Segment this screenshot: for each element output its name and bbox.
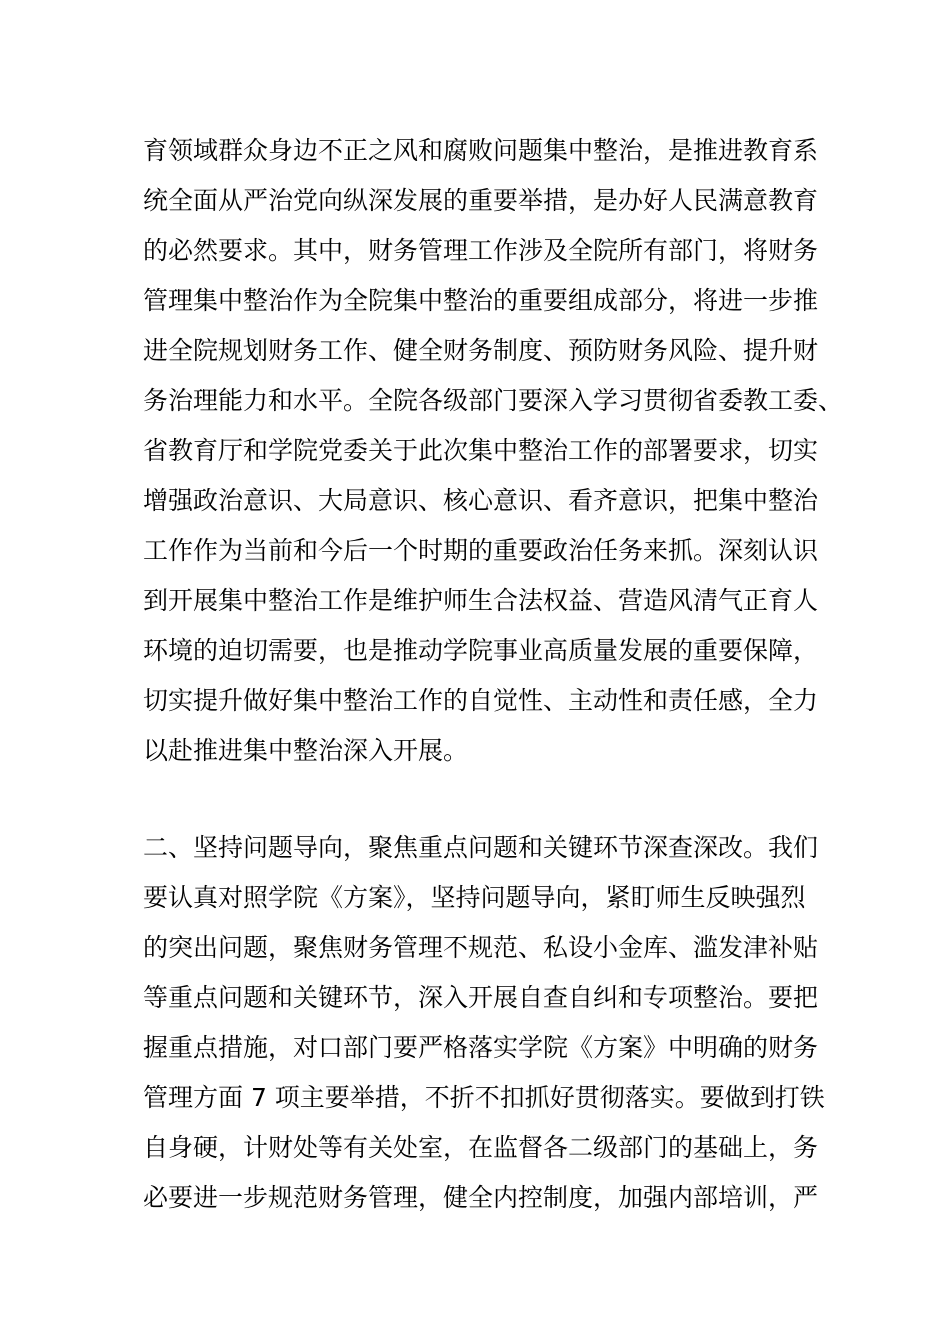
paragraph-line: 工作作为当前和今后一个时期的重要政治任务来抓。深刻认识 (143, 536, 819, 565)
paragraph-line: 等重点问题和关键环节，深入开展自查自纠和专项整治。要把 (143, 983, 819, 1012)
paragraph-line: 的必然要求。其中，财务管理工作涉及全院所有部门，将财务 (143, 236, 819, 265)
paragraph-line: 管理方面 7 项主要举措，不折不扣抓好贯彻落实。要做到打铁 (143, 1083, 825, 1112)
paragraph-line: 务治理能力和水平。全院各级部门要深入学习贯彻省委教工委、 (143, 386, 844, 415)
paragraph-line: 环境的迫切需要，也是推动学院事业高质量发展的重要保障， (143, 636, 819, 665)
paragraph-line: 增强政治意识、大局意识、核心意识、看齐意识，把集中整治 (143, 486, 819, 515)
paragraph-line: 省教育厅和学院党委关于此次集中整治工作的部署要求，切实 (143, 436, 819, 465)
paragraph-line: 必要进一步规范财务管理，健全内控制度，加强内部培训，严 (143, 1183, 819, 1212)
paragraph-line: 进全院规划财务工作、健全财务制度、预防财务风险、提升财 (143, 336, 819, 365)
paragraph-line: 的突出问题，聚焦财务管理不规范、私设小金库、滥发津补贴 (143, 933, 819, 962)
paragraph-line: 切实提升做好集中整治工作的自觉性、主动性和责任感，全力 (143, 686, 819, 715)
paragraph-line: 到开展集中整治工作是维护师生合法权益、营造风清气正育人 (143, 586, 819, 615)
paragraph-line: 握重点措施，对口部门要严格落实学院《方案》中明确的财务 (143, 1033, 819, 1062)
paragraph-line: 要认真对照学院《方案》，坚持问题导向，紧盯师生反映强烈 (143, 883, 806, 912)
paragraph-line: 统全面从严治党向纵深发展的重要举措，是办好人民满意教育 (143, 186, 819, 215)
paragraph-line: 育领域群众身边不正之风和腐败问题集中整治，是推进教育系 (143, 136, 819, 165)
paragraph-line: 自身硬，计财处等有关处室，在监督各二级部门的基础上，务 (143, 1133, 819, 1162)
paragraph-line: 以赴推进集中整治深入开展。 (143, 736, 469, 765)
paragraph-line: 管理集中整治作为全院集中整治的重要组成部分，将进一步推 (143, 286, 819, 315)
paragraph-line: 二、坚持问题导向，聚焦重点问题和关键环节深查深改。我们 (143, 833, 819, 862)
